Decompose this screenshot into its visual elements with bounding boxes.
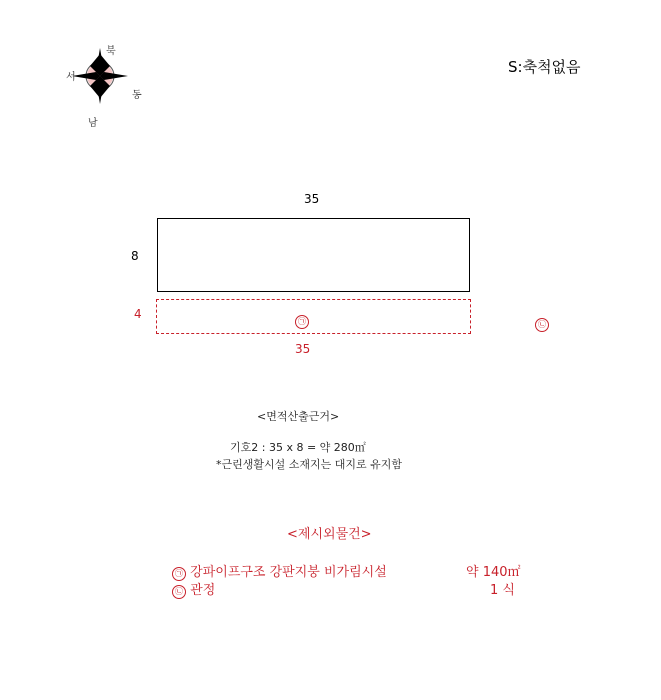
item-area-rect — [156, 299, 471, 334]
calc-line-1: 기호2 : 35 x 8 = 약 280㎡ — [230, 441, 366, 454]
item-side-dimension: 4 — [134, 307, 142, 321]
items-title: <제시외물건> — [287, 527, 372, 542]
compass-north-label: 북 — [106, 46, 116, 57]
list-item — [172, 579, 215, 599]
item-area-marker: ㉠ — [295, 315, 309, 329]
list-item-qty: 약 140㎡ — [466, 565, 521, 580]
calc-title: <면적산출근거> — [257, 410, 340, 423]
compass-west-label: 서 — [66, 72, 76, 83]
compass-rose-icon — [60, 40, 140, 135]
main-side-dimension: 8 — [131, 249, 139, 263]
list-item-marker: ㉠ — [172, 567, 186, 581]
outside-marker: ㉡ — [535, 318, 549, 332]
scale-note: S:축척없음 — [508, 58, 581, 76]
list-item-desc: 관정 — [190, 583, 216, 598]
item-bottom-dimension: 35 — [295, 342, 311, 356]
calc-line-2: *근린생활시설 소재지는 대지로 유지함 — [216, 458, 403, 471]
list-item-desc: 강파이프구조 강판지붕 비가림시설 — [190, 565, 387, 580]
main-parcel-rect — [157, 218, 470, 292]
main-top-dimension: 35 — [304, 192, 320, 206]
list-item-qty: 1 식 — [490, 583, 515, 598]
compass-south-label: 남 — [88, 118, 98, 129]
compass-east-label: 동 — [132, 90, 142, 101]
list-item — [172, 561, 387, 581]
list-item-marker: ㉡ — [172, 585, 186, 599]
